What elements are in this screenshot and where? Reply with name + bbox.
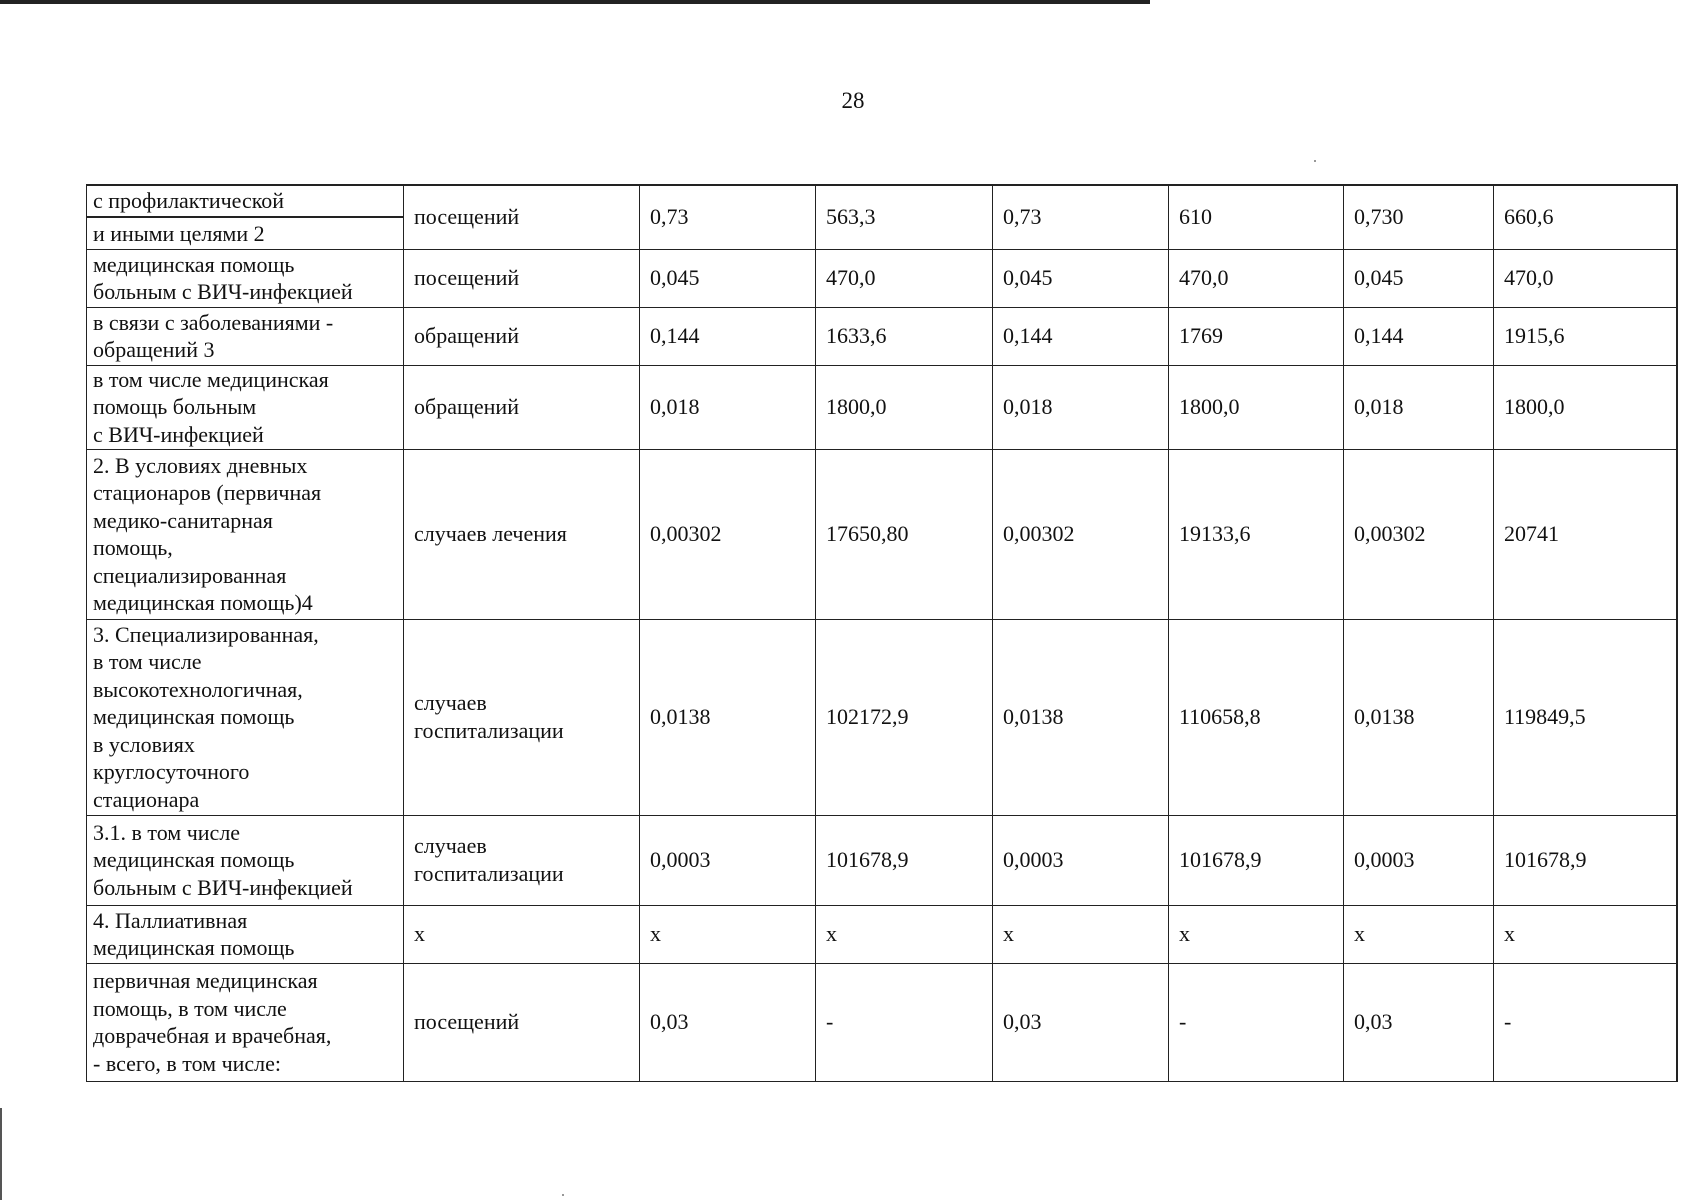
table-cell: 0,144 bbox=[993, 307, 1169, 365]
table-cell: 0,00302 bbox=[993, 449, 1169, 619]
table-cell: 0,045 bbox=[1344, 249, 1494, 307]
table-cell: 660,6 bbox=[1494, 185, 1677, 249]
table-row bbox=[87, 185, 1677, 217]
row-label: первичная медицинская помощь, в том числе доврачебная и врачебная, - всего, в том числе: bbox=[87, 963, 404, 1081]
table-cell: - bbox=[1494, 963, 1677, 1081]
row-label: с профилактической bbox=[87, 185, 404, 217]
tariff-table bbox=[86, 184, 1678, 1082]
row-label: 3.1. в том числе медицинская помощь больным с ВИЧ-инфекцией bbox=[87, 815, 404, 905]
table-row bbox=[87, 449, 1677, 619]
table-cell: 470,0 bbox=[816, 249, 993, 307]
table-cell: 17650,80 bbox=[816, 449, 993, 619]
table-cell: 610 bbox=[1169, 185, 1344, 249]
row-label: в связи с заболеваниями - обращений 3 bbox=[87, 307, 404, 365]
table-cell: 0,73 bbox=[640, 185, 816, 249]
scan-top-rule bbox=[0, 0, 1150, 4]
table-cell: - bbox=[816, 963, 993, 1081]
row-unit: случаев лечения bbox=[404, 449, 640, 619]
table-cell: 0,0003 bbox=[993, 815, 1169, 905]
table-row bbox=[87, 963, 1677, 1081]
table-cell: х bbox=[993, 905, 1169, 963]
table-cell: 19133,6 bbox=[1169, 449, 1344, 619]
row-unit: посещений bbox=[404, 249, 640, 307]
table-cell: 1769 bbox=[1169, 307, 1344, 365]
table-cell: 563,3 bbox=[816, 185, 993, 249]
table-cell: х bbox=[640, 905, 816, 963]
table-cell: 0,0138 bbox=[993, 619, 1169, 815]
table-cell: 0,73 bbox=[993, 185, 1169, 249]
page-number: 28 bbox=[841, 88, 865, 113]
table-cell: 470,0 bbox=[1494, 249, 1677, 307]
table-cell: 102172,9 bbox=[816, 619, 993, 815]
table-cell: 119849,5 bbox=[1494, 619, 1677, 815]
table-cell: х bbox=[1344, 905, 1494, 963]
table-cell: 0,144 bbox=[640, 307, 816, 365]
row-unit: случаев госпитализации bbox=[404, 815, 640, 905]
table-row bbox=[87, 249, 1677, 307]
table-row bbox=[87, 307, 1677, 365]
table-row bbox=[87, 905, 1677, 963]
table-cell: 0,03 bbox=[640, 963, 816, 1081]
row-label: 2. В условиях дневных стационаров (первичная медико-санитарная помощь, специализированная медицинская помощь)4 bbox=[87, 449, 404, 619]
table-cell: 1915,6 bbox=[1494, 307, 1677, 365]
table-row bbox=[87, 815, 1677, 905]
table-cell: 0,144 bbox=[1344, 307, 1494, 365]
row-label: 4. Паллиативная медицинская помощь bbox=[87, 905, 404, 963]
scan-edge-mark bbox=[0, 1108, 2, 1200]
row-label: медицинская помощь больным с ВИЧ-инфекцией bbox=[87, 249, 404, 307]
table-cell: 101678,9 bbox=[816, 815, 993, 905]
table-cell: 0,00302 bbox=[640, 449, 816, 619]
table-cell: 1633,6 bbox=[816, 307, 993, 365]
table-cell: 470,0 bbox=[1169, 249, 1344, 307]
table-cell: 1800,0 bbox=[1169, 365, 1344, 449]
table-cell: 1800,0 bbox=[816, 365, 993, 449]
row-unit: посещений bbox=[404, 963, 640, 1081]
table-cell: 0,0138 bbox=[640, 619, 816, 815]
table-cell: 20741 bbox=[1494, 449, 1677, 619]
table-cell: - bbox=[1169, 963, 1344, 1081]
row-label: и иными целями 2 bbox=[87, 217, 404, 249]
table-cell: 0,00302 bbox=[1344, 449, 1494, 619]
table-cell: 0,730 bbox=[1344, 185, 1494, 249]
table-row bbox=[87, 365, 1677, 449]
table-cell: х bbox=[1169, 905, 1344, 963]
table-cell: 0,018 bbox=[640, 365, 816, 449]
table-row bbox=[87, 619, 1677, 815]
table-cell: 0,0138 bbox=[1344, 619, 1494, 815]
row-label: в том числе медицинская помощь больным с ВИЧ-инфекцией bbox=[87, 365, 404, 449]
row-unit: посещений bbox=[404, 185, 640, 249]
row-unit: случаев госпитализации bbox=[404, 619, 640, 815]
table-cell: 0,03 bbox=[993, 963, 1169, 1081]
table-cell: 110658,8 bbox=[1169, 619, 1344, 815]
row-unit: обращений bbox=[404, 307, 640, 365]
row-unit: обращений bbox=[404, 365, 640, 449]
table-cell: 101678,9 bbox=[1169, 815, 1344, 905]
scan-speck bbox=[562, 1194, 564, 1196]
table-cell: 0,03 bbox=[1344, 963, 1494, 1081]
table-cell: 0,0003 bbox=[1344, 815, 1494, 905]
table-cell: 0,018 bbox=[1344, 365, 1494, 449]
table-cell: 0,045 bbox=[993, 249, 1169, 307]
table-cell: 101678,9 bbox=[1494, 815, 1677, 905]
table-cell: 0,018 bbox=[993, 365, 1169, 449]
table-cell: 1800,0 bbox=[1494, 365, 1677, 449]
table-cell: 0,0003 bbox=[640, 815, 816, 905]
table-cell: х bbox=[816, 905, 993, 963]
row-unit: х bbox=[404, 905, 640, 963]
row-label: 3. Специализированная, в том числе высокотехнологичная, медицинская помощь в условиях круглосуточного стационара bbox=[87, 619, 404, 815]
scan-speck bbox=[1314, 160, 1316, 162]
table-cell: х bbox=[1494, 905, 1677, 963]
table-cell: 0,045 bbox=[640, 249, 816, 307]
